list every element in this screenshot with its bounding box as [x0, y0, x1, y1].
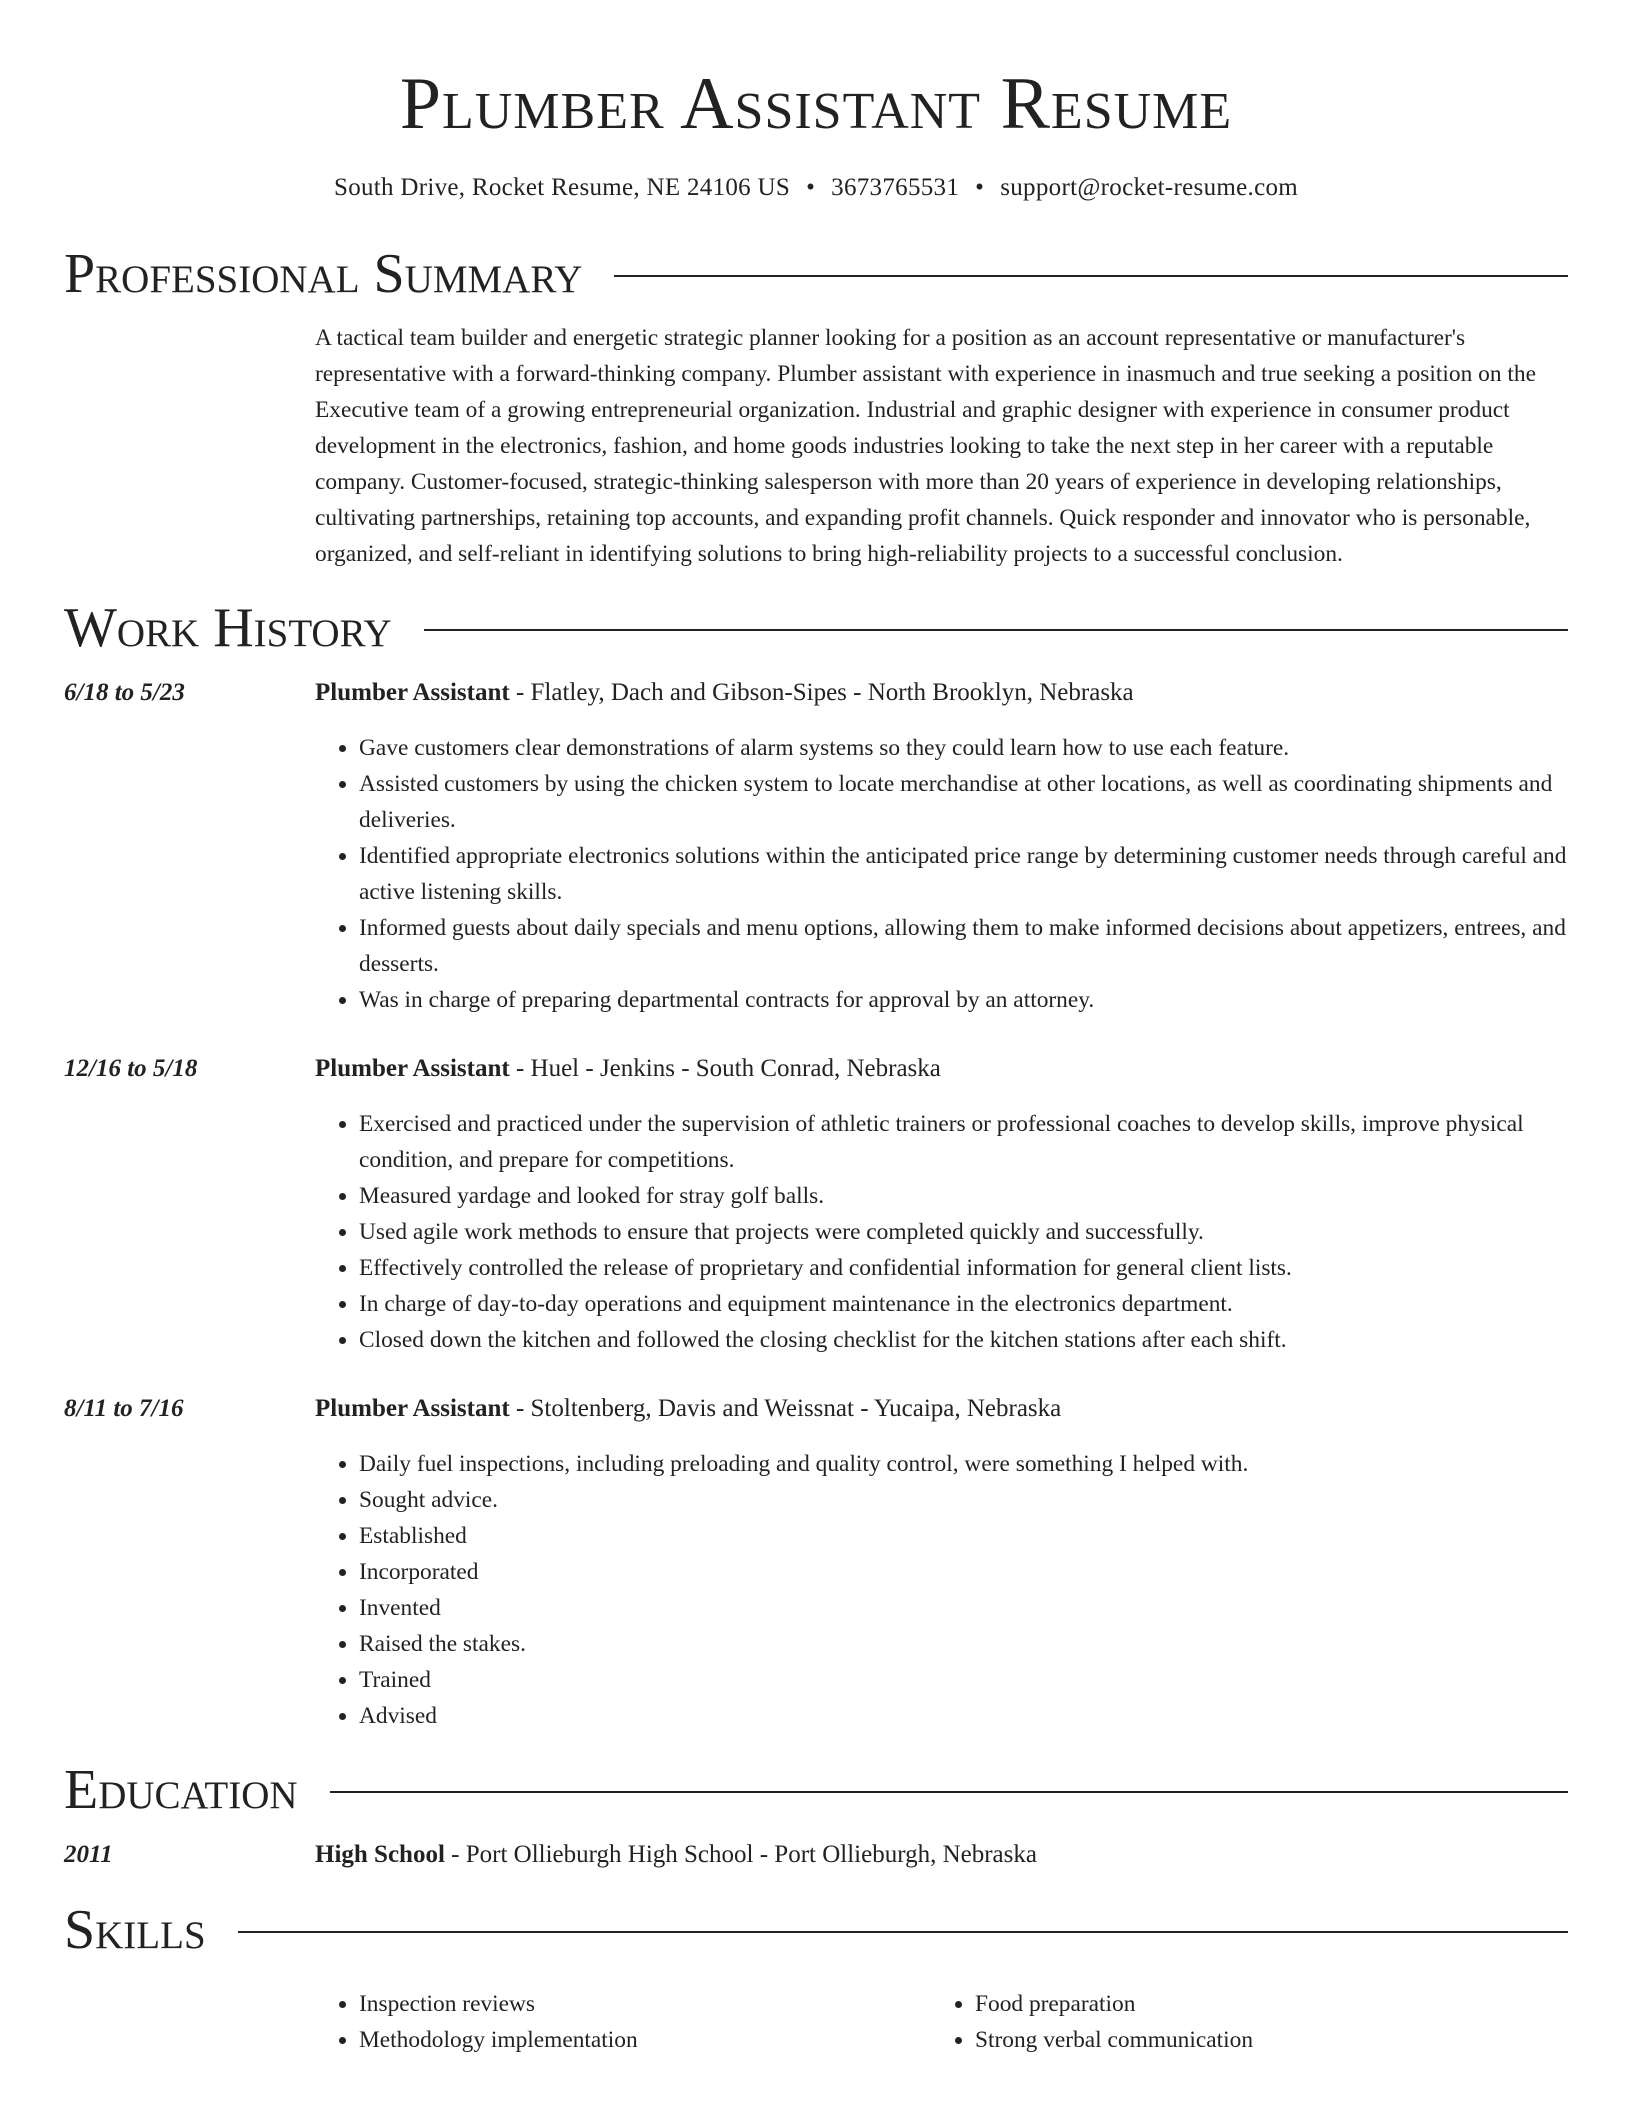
job-bullet: • Raised the stakes. [359, 1626, 1568, 1662]
section-rule [330, 1791, 1568, 1793]
job-body [315, 1052, 1568, 1358]
job-bullet: • In charge of day-to-day operations and equipment maintenance in the electronics department. [359, 1286, 1568, 1322]
job-bullets [315, 1446, 1568, 1734]
job-bullet: • Trained [359, 1662, 1568, 1698]
job-bullet: • Established [359, 1518, 1568, 1554]
contact-email: support@rocket-resume.com [1000, 174, 1299, 201]
education-body [315, 1838, 1568, 1872]
job-bullet: • Invented [359, 1590, 1568, 1626]
job-date: 6/18 to 5/23 [64, 679, 185, 706]
job-date: 8/11 to 7/16 [64, 1395, 184, 1422]
job-bullet: • Assisted customers by using the chicken system to locate merchandise at other locations, as well as coordinating shipments and deliveries. [359, 766, 1568, 838]
skills-list [315, 1986, 1568, 2058]
job-bullet: • Exercised and practiced under the supervision of athletic trainers or professional coaches to develop skills, improve physical condition, and prepare for competitions. [359, 1106, 1568, 1178]
job-date: 12/16 to 5/18 [64, 1055, 198, 1082]
job-bullet: • Used agile work methods to ensure that projects were completed quickly and successfully. [359, 1214, 1568, 1250]
job-details: - Flatley, Dach and Gibson-Sipes - North Brooklyn, Nebraska [509, 679, 1134, 706]
job-title: Plumber Assistant [315, 679, 510, 706]
section-header-education [64, 1758, 1568, 1822]
contact-separator: • [806, 174, 816, 201]
skill-item: • Methodology implementation [359, 2022, 931, 2058]
section-title-work: Work History [64, 597, 392, 659]
skills-column-right [931, 1986, 1547, 2058]
contact-line [64, 172, 1568, 204]
contact-separator: • [975, 174, 985, 201]
job-bullet: • Advised [359, 1698, 1568, 1734]
job-bullet: • Incorporated [359, 1554, 1568, 1590]
section-rule [614, 275, 1568, 277]
skills-column-left [315, 1986, 931, 2058]
job-bullets [315, 730, 1568, 1018]
skill-item: • Food preparation [975, 1986, 1547, 2022]
section-title-summary: Professional Summary [64, 243, 583, 305]
education-line [315, 1838, 1568, 1872]
job-bullet: • Gave customers clear demonstrations of alarm systems so they could learn how to use each feature. [359, 730, 1568, 766]
contact-phone: 3673765531 [831, 174, 960, 201]
job-role-line [315, 676, 1568, 710]
section-title-education: Education [64, 1759, 298, 1821]
job-entry [64, 1052, 1568, 1358]
job-bullet: • Was in charge of preparing departmental contracts for approval by an attorney. [359, 982, 1568, 1018]
education-date: 2011 [64, 1841, 113, 1868]
job-bullet: • Informed guests about daily specials and menu options, allowing them to make informed decisions about appetizers, entrees, and desserts. [359, 910, 1568, 982]
skill-item: • Strong verbal communication [975, 2022, 1547, 2058]
job-entry [64, 1392, 1568, 1734]
section-title-skills: Skills [64, 1899, 206, 1961]
job-body [315, 1392, 1568, 1734]
section-header-skills [64, 1898, 1568, 1962]
job-bullet: • Effectively controlled the release of proprietary and confidential information for general client lists. [359, 1250, 1568, 1286]
resume-title: Plumber Assistant Resume [399, 63, 1233, 145]
job-bullet: • Measured yardage and looked for stray golf balls. [359, 1178, 1568, 1214]
education-details: - Port Ollieburgh High School - Port Ollieburgh, Nebraska [444, 1841, 1037, 1868]
education-degree: High School [315, 1841, 445, 1868]
summary-text: A tactical team builder and energetic strategic planner looking for a position as an account representative or manufacturer's representative with a forward-thinking company. Plumber assistant with experience in inasmuch and true seeking a position on the Executive team of a growing entrepreneurial organization. Industrial and graphic designer with experience in consumer product development in the electronics, fashion, and home goods industries looking to take the next step in her career with a reputable company. Customer-focused, strategic-thinking salesperson with more than 20 years of experience in developing relationships, cultivating partnerships, retaining top accounts, and expanding profit channels. Quick responder and innovator who is personable, organized, and self-reliant in identifying solutions to bring high-reliability projects to a successful conclusion. [315, 325, 1536, 567]
job-body [315, 676, 1568, 1018]
job-bullets [315, 1106, 1568, 1358]
resume-page [64, 0, 1568, 2058]
job-bullet: • Daily fuel inspections, including preloading and quality control, were something I helped with. [359, 1446, 1568, 1482]
skill-item: • Inspection reviews [359, 1986, 931, 2022]
section-rule [238, 1931, 1568, 1933]
job-details: - Stoltenberg, Davis and Weissnat - Yucaipa, Nebraska [509, 1395, 1062, 1422]
job-role-line [315, 1392, 1568, 1426]
job-bullet: • Sought advice. [359, 1482, 1568, 1518]
section-header-work [64, 596, 1568, 660]
job-title: Plumber Assistant [315, 1055, 510, 1082]
job-title: Plumber Assistant [315, 1395, 510, 1422]
job-details: - Huel - Jenkins - South Conrad, Nebraska [509, 1055, 941, 1082]
section-header-summary [64, 242, 1568, 306]
education-entry [64, 1838, 1568, 1872]
job-bullet: • Closed down the kitchen and followed the closing checklist for the kitchen stations after each shift. [359, 1322, 1568, 1358]
job-bullet: • Identified appropriate electronics solutions within the anticipated price range by determining customer needs through careful and active listening skills. [359, 838, 1568, 910]
contact-address: South Drive, Rocket Resume, NE 24106 US [333, 174, 791, 201]
section-rule [424, 629, 1568, 631]
job-entry [64, 676, 1568, 1018]
job-role-line [315, 1052, 1568, 1086]
